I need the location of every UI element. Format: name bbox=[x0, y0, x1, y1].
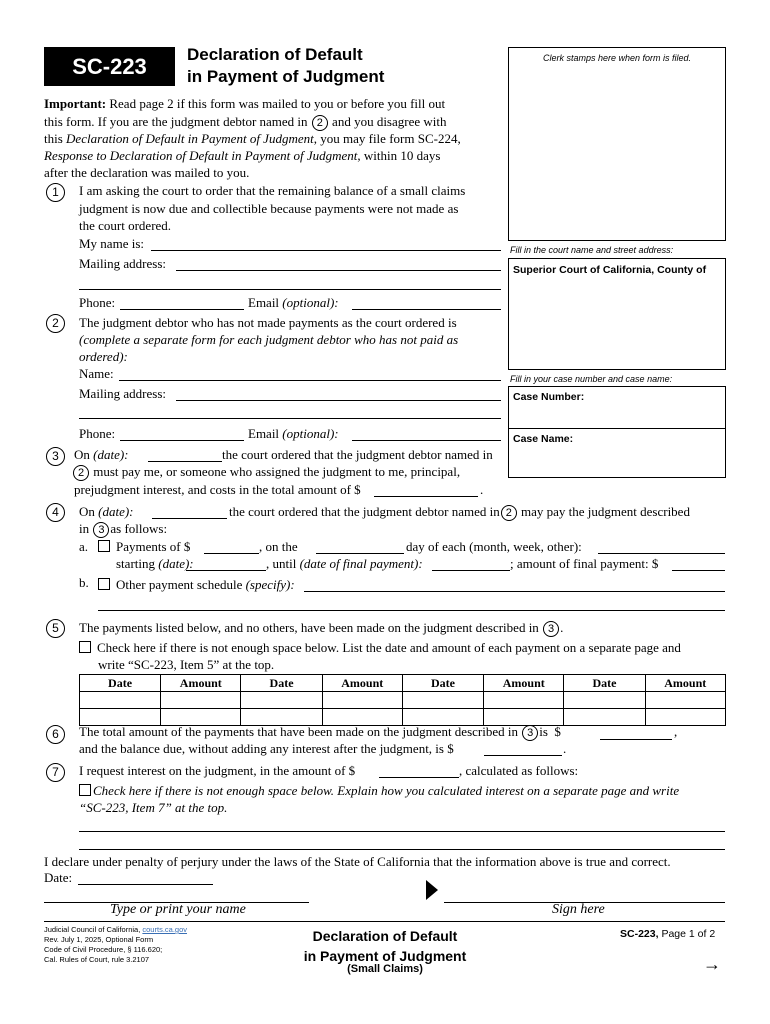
case-name-label: Case Name: bbox=[513, 433, 574, 445]
item-7-check-text-2: “SC-223, Item 7” at the top. bbox=[79, 800, 228, 815]
item-3-date-field[interactable] bbox=[148, 461, 222, 462]
item-3-text-2: 2 must pay me, or someone who assigned the judgment to me, principal, bbox=[72, 464, 460, 481]
item-2-text-2: (complete a separate form for each judgment debtor who has not paid as bbox=[79, 332, 459, 347]
item-7-explanation-field-2[interactable] bbox=[79, 849, 725, 850]
col-amount-1: Amount bbox=[161, 675, 241, 692]
item-4a-on-label: , on the bbox=[259, 539, 298, 554]
footer-council: Judicial Council of California, courts.ca.gov bbox=[44, 925, 187, 934]
declaration-date-field[interactable] bbox=[78, 884, 213, 885]
item-4b-checkbox[interactable] bbox=[98, 578, 110, 590]
important-line1: Important: Read page 2 if this form was mailed to you or before you fill out bbox=[44, 96, 446, 111]
debtor-name-label: Name: bbox=[79, 366, 114, 381]
item-4a-checkbox[interactable] bbox=[98, 540, 110, 552]
item-3-period: . bbox=[480, 482, 484, 497]
item-4a-until-label: , until (date of final payment): bbox=[266, 556, 423, 571]
item-5-check-text-2: write “SC-223, Item 5” at the top. bbox=[98, 657, 275, 672]
item-6-text-2: and the balance due, without adding any interest after the judgment, is $ bbox=[79, 741, 454, 756]
footer-legal bbox=[44, 925, 187, 965]
item-4a-final-amount-field[interactable] bbox=[672, 570, 725, 571]
clerk-stamp-box bbox=[508, 47, 726, 241]
item-4a-starting-label: starting (date): bbox=[116, 556, 194, 571]
ref-item-2: 2 bbox=[501, 505, 517, 521]
debtor-name-field[interactable] bbox=[119, 380, 501, 381]
item-7-checkbox[interactable] bbox=[79, 784, 91, 796]
col-date-3: Date bbox=[402, 675, 483, 692]
table-cell[interactable] bbox=[241, 709, 322, 726]
item-7-interest-field[interactable] bbox=[379, 777, 459, 778]
item-2-number: 2 bbox=[46, 314, 65, 333]
my-phone-label: Phone: bbox=[79, 295, 116, 310]
table-cell[interactable] bbox=[161, 692, 241, 709]
table-cell[interactable] bbox=[484, 692, 564, 709]
my-name-field[interactable] bbox=[151, 250, 501, 251]
my-name-label: My name is: bbox=[79, 236, 144, 251]
payments-table-header bbox=[80, 675, 726, 692]
item-7-number: 7 bbox=[46, 763, 65, 782]
ref-item-3: 3 bbox=[543, 621, 559, 637]
item-1-text-1: I am asking the court to order that the remaining balance of a small claims bbox=[79, 183, 466, 198]
debtor-email-field[interactable] bbox=[352, 440, 501, 441]
table-cell[interactable] bbox=[241, 692, 322, 709]
item-4-text-1: the court ordered that the judgment debtor named in 2 may pay the judgment described bbox=[229, 504, 690, 520]
item-4a-start-date-field[interactable] bbox=[186, 570, 266, 571]
footer-revision: Rev. July 1, 2025, Optional Form bbox=[44, 935, 154, 944]
table-cell[interactable] bbox=[645, 709, 725, 726]
my-address-field-2[interactable] bbox=[79, 289, 501, 290]
debtor-address-field-1[interactable] bbox=[176, 400, 501, 401]
table-cell[interactable] bbox=[564, 709, 645, 726]
col-amount-3: Amount bbox=[484, 675, 564, 692]
court-name-label: Fill in the court name and street address: bbox=[510, 245, 674, 255]
footer-page-ref: SC-223, Page 1 of 2 bbox=[620, 928, 716, 940]
footer-title: Declaration of Default in Payment of Judgment bbox=[303, 928, 467, 964]
item-4b-label: Other payment schedule (specify): bbox=[98, 577, 295, 593]
item-4b-letter: b. bbox=[79, 575, 89, 590]
item-2-text-3: ordered): bbox=[79, 349, 128, 364]
item-4a-frequency-field[interactable] bbox=[598, 553, 725, 554]
my-email-label: Email (optional): bbox=[248, 295, 339, 310]
col-date-1: Date bbox=[80, 675, 161, 692]
col-amount-4: Amount bbox=[645, 675, 725, 692]
item-5-number: 5 bbox=[46, 619, 65, 638]
item-1-text-2: judgment is now due and collectible because payments were not made as bbox=[79, 201, 459, 216]
debtor-phone-field[interactable] bbox=[120, 440, 244, 441]
table-cell[interactable] bbox=[161, 709, 241, 726]
court-name-box[interactable] bbox=[508, 258, 726, 370]
print-name-label: Type or print your name bbox=[110, 902, 246, 917]
ref-item-2: 2 bbox=[73, 465, 89, 481]
item-4-number: 4 bbox=[46, 503, 65, 522]
table-row bbox=[80, 709, 726, 726]
item-4a-final-amount-label: ; amount of final payment: $ bbox=[510, 556, 659, 571]
declaration-text: I declare under penalty of perjury under the laws of the State of California that the information above is true and correct. bbox=[44, 854, 671, 869]
item-4a-letter: a. bbox=[79, 539, 89, 554]
item-7-text-2: , calculated as follows: bbox=[459, 763, 579, 778]
item-6-comma: , bbox=[674, 724, 678, 739]
item-4a-final-date-field[interactable] bbox=[432, 570, 510, 571]
form-title-line1: Declaration of Default bbox=[187, 45, 363, 64]
item-6-total-field[interactable] bbox=[600, 739, 672, 740]
item-4b-schedule-field-2[interactable] bbox=[98, 610, 725, 611]
footer-rule: Cal. Rules of Court, rule 3.2107 bbox=[44, 955, 150, 964]
important-line5: after the declaration was mailed to you. bbox=[44, 165, 250, 180]
case-info-label: Fill in your case number and case name: bbox=[510, 374, 673, 384]
important-line3: this Declaration of Default in Payment of Judgment, you may file form SC-224, bbox=[44, 131, 461, 146]
item-4b-schedule-field-1[interactable] bbox=[304, 591, 725, 592]
debtor-address-label: Mailing address: bbox=[79, 386, 167, 401]
courts-link[interactable]: courts.ca.gov bbox=[142, 925, 187, 934]
item-4-text-2: in 3 as follows: bbox=[79, 521, 168, 537]
sign-here-label: Sign here bbox=[552, 902, 605, 917]
item-6-number: 6 bbox=[46, 725, 65, 744]
form-title-line2: in Payment of Judgment bbox=[187, 67, 385, 86]
ref-item-3: 3 bbox=[93, 522, 109, 538]
ref-item-2: 2 bbox=[312, 115, 328, 131]
sign-arrow-icon bbox=[426, 880, 438, 900]
col-date-2: Date bbox=[241, 675, 322, 692]
table-cell[interactable] bbox=[484, 709, 564, 726]
debtor-phone-label: Phone: bbox=[79, 426, 116, 441]
table-cell[interactable] bbox=[645, 692, 725, 709]
important-line4: Response to Declaration of Default in Payment of Judgment, within 10 days bbox=[44, 148, 441, 163]
item-6-balance-field[interactable] bbox=[484, 755, 562, 756]
table-cell[interactable] bbox=[80, 709, 161, 726]
item-3-text-3: prejudgment interest, and costs in the total amount of $ bbox=[74, 482, 361, 497]
item-3-number: 3 bbox=[46, 447, 65, 466]
table-row bbox=[80, 692, 726, 709]
item-7-explanation-field-1[interactable] bbox=[79, 831, 725, 832]
item-2-text-1: The judgment debtor who has not made payments as the court ordered is bbox=[79, 315, 457, 330]
important-line2: this form. If you are the judgment debtor named in 2 and you disagree with bbox=[44, 114, 447, 130]
table-cell[interactable] bbox=[80, 692, 161, 709]
form-id-badge: SC-223 bbox=[44, 47, 175, 86]
date-label: Date: bbox=[44, 870, 73, 885]
case-number-label: Case Number: bbox=[513, 391, 585, 403]
item-5-text: The payments listed below, and no others, have been made on the judgment described in 3 . bbox=[79, 620, 564, 636]
item-7-check-text-1: Check here if there is not enough space below. Explain how you calculated interest on a separate page and write bbox=[79, 783, 679, 799]
col-amount-2: Amount bbox=[322, 675, 402, 692]
item-4a-day-field[interactable] bbox=[316, 553, 404, 554]
item-6-text-1: The total amount of the payments that have been made on the judgment described in 3 is $ bbox=[79, 724, 561, 740]
item-3-amount-field[interactable] bbox=[374, 496, 478, 497]
next-page-arrow-icon[interactable]: → bbox=[703, 954, 721, 974]
table-cell[interactable] bbox=[402, 692, 483, 709]
item-1-number: 1 bbox=[46, 183, 65, 202]
col-date-4: Date bbox=[564, 675, 645, 692]
my-phone-field[interactable] bbox=[120, 309, 244, 310]
court-name-value: Superior Court of California, County of bbox=[513, 264, 707, 276]
footer-code: Code of Civil Procedure, § 116.620; bbox=[44, 945, 163, 954]
table-cell[interactable] bbox=[322, 709, 402, 726]
item-3-text-1: the court ordered that the judgment debtor named in bbox=[222, 447, 493, 462]
case-name-box[interactable] bbox=[508, 428, 726, 478]
table-cell[interactable] bbox=[564, 692, 645, 709]
my-address-label: Mailing address: bbox=[79, 256, 167, 271]
footer-divider bbox=[44, 921, 725, 922]
table-cell[interactable] bbox=[402, 709, 483, 726]
debtor-email-label: Email (optional): bbox=[248, 426, 339, 441]
payments-table bbox=[79, 674, 726, 726]
item-5-check-text-1: Check here if there is not enough space below. List the date and amount of each payment on a separate page and bbox=[79, 640, 681, 656]
item-5-checkbox[interactable] bbox=[79, 641, 91, 653]
case-number-box[interactable] bbox=[508, 386, 726, 429]
my-address-field-1[interactable] bbox=[176, 270, 501, 271]
item-6-period: . bbox=[563, 741, 567, 756]
ref-item-3: 3 bbox=[522, 725, 538, 741]
item-4a-line1: Payments of $ bbox=[98, 539, 190, 555]
item-3-date-label: On (date): bbox=[74, 447, 129, 462]
item-7-text-1: I request interest on the judgment, in the amount of $ bbox=[79, 763, 356, 778]
item-1-text-3: the court ordered. bbox=[79, 218, 172, 233]
item-4a-amount-field[interactable] bbox=[204, 553, 259, 554]
item-4-date-label: On (date): bbox=[79, 504, 134, 519]
debtor-address-field-2[interactable] bbox=[79, 418, 501, 419]
table-cell[interactable] bbox=[322, 692, 402, 709]
clerk-stamp-label: Clerk stamps here when form is filed. bbox=[542, 53, 692, 63]
my-email-field[interactable] bbox=[352, 309, 501, 310]
footer-subtitle: (Small Claims) bbox=[347, 963, 423, 975]
item-4a-day-label: day of each (month, week, other): bbox=[406, 539, 582, 554]
item-4-date-field[interactable] bbox=[152, 518, 227, 519]
